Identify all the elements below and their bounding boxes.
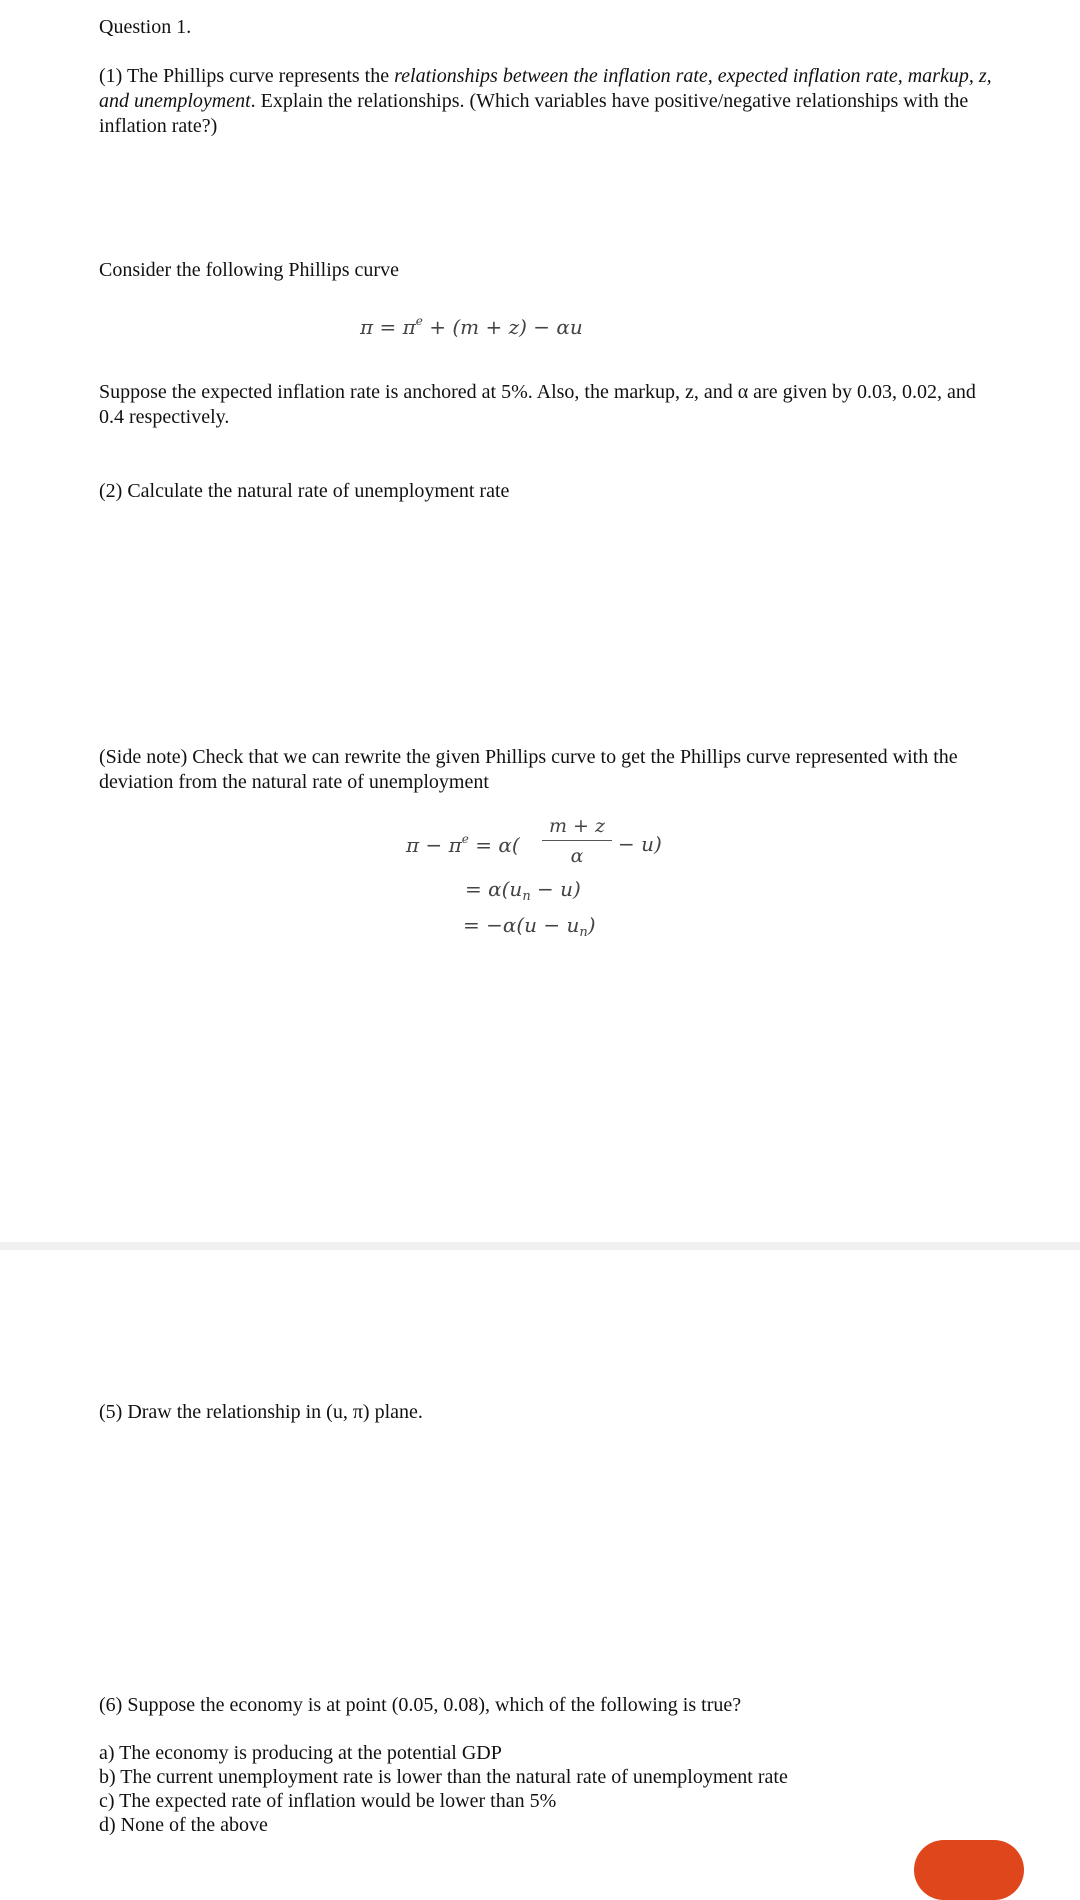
eq-main-rest: + (m + z) − αu <box>422 315 583 339</box>
row2-sub: n <box>522 889 531 904</box>
fraction-bar <box>542 840 612 841</box>
derivation-row-3 <box>463 913 596 940</box>
part-5-question: (5) Draw the relationship in (u, π) plane. <box>99 1401 423 1423</box>
derivation-row-1-lhs <box>406 832 520 857</box>
part-1-question <box>99 64 999 139</box>
floating-action-button[interactable] <box>914 1840 1024 1900</box>
part-1-italic: relationships between the inflation rate, expected inflation rate, markup, z, and unemployment <box>99 65 992 112</box>
derivation-row-1-rhs: − u) <box>618 832 662 856</box>
part-1-prefix: (1) The Phillips curve represents the <box>99 65 395 87</box>
option-b[interactable]: b) The current unemployment rate is lower than the natural rate of unemployment rate <box>99 1766 788 1788</box>
page-divider <box>0 1242 1080 1250</box>
row3-a: = −α(u − u <box>463 913 580 937</box>
phillips-curve-equation <box>360 314 583 339</box>
row1-lhs-sup: e <box>461 832 469 846</box>
question-title: Question 1. <box>99 16 192 38</box>
row1-lhs-a: π − π <box>406 833 462 857</box>
answer-options <box>99 1741 788 1837</box>
row2-b: − u) <box>530 877 581 901</box>
derivation-equations <box>400 815 720 945</box>
option-c[interactable]: c) The expected rate of inflation would be lower than 5% <box>99 1790 557 1812</box>
option-a[interactable]: a) The economy is producing at the potential GDP <box>99 1742 502 1764</box>
row2-a: = α(u <box>465 877 523 901</box>
derivation-fraction <box>542 815 612 867</box>
row3-sub: n <box>579 925 588 940</box>
part-2-question: (2) Calculate the natural rate of unemployment rate <box>99 480 510 502</box>
option-d[interactable]: d) None of the above <box>99 1814 268 1836</box>
fraction-numerator: m + z <box>548 815 606 837</box>
suppose-text: Suppose the expected inflation rate is anchored at 5%. Also, the markup, z, and α are given by 0.03, 0.02, and 0.4 respectively. <box>99 381 976 428</box>
part-6-question: (6) Suppose the economy is at point (0.05, 0.08), which of the following is true? <box>99 1694 742 1716</box>
row3-b: ) <box>587 913 596 937</box>
consider-text: Consider the following Phillips curve <box>99 259 399 281</box>
fraction-denominator: α <box>570 845 584 867</box>
eq-main-lhs: π = π <box>360 315 416 339</box>
derivation-row-2 <box>465 877 581 904</box>
part-1-suffix: . Explain the relationships. (Which variables have positive/negative relationships with the inflation rate?) <box>99 90 969 137</box>
side-note: (Side note) Check that we can rewrite the given Phillips curve to get the Phillips curve represented with the deviation from the natural rate of unemployment <box>99 746 958 793</box>
row1-lhs-b: = α( <box>468 833 520 857</box>
eq-main-sup: e <box>415 314 423 328</box>
